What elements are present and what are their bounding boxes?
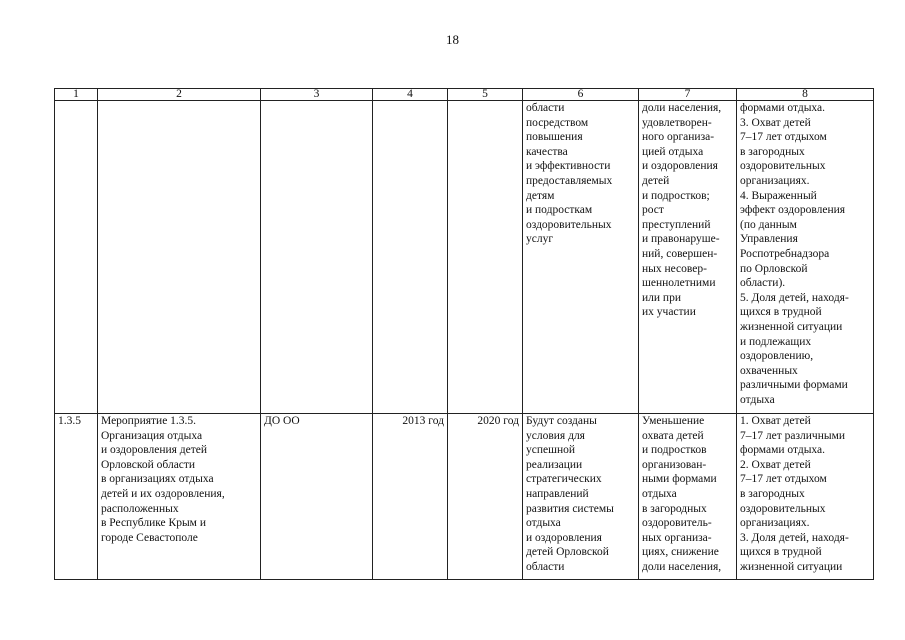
cell-executor: ДО ОО: [261, 414, 373, 580]
header-col-6: 6: [523, 89, 639, 101]
cell-start-year: [373, 101, 448, 414]
cell-end-year: [448, 101, 523, 414]
cell-expected-result: области посредством повышения качества и эффективности предоставляемых детям и подросткам оздоровительных услуг: [523, 101, 639, 414]
table-row: [55, 414, 874, 580]
cell-executor: [261, 101, 373, 414]
header-row: [55, 89, 874, 101]
header-col-3: 3: [261, 89, 373, 101]
cell-end-year: 2020 год: [448, 414, 523, 580]
cell-activity: Мероприятие 1.3.5. Организация отдыха и оздоровления детей Орловской области в организациях отдыха детей и их оздоровления, расположенных в Республике Крым и городе Севастополе: [98, 414, 261, 580]
cell-number: 1.3.5: [55, 414, 98, 580]
cell-consequences: Уменьшение охвата детей и подростков организован- ными формами отдыха в загородных оздоровитель- ных организа- циях, снижение доли населения,: [639, 414, 737, 580]
header-col-7: 7: [639, 89, 737, 101]
cell-number: [55, 101, 98, 414]
cell-indicators: формами отдыха. 3. Охват детей 7–17 лет отдыхом в загородных оздоровительных организациях. 4. Выраженный эффект оздоровления (по данным Управления Роспотребнадзора по Орловской области). 5. Доля детей, находя- щихся в трудной жизненной ситуации и подлежащих оздоровлению, охваченных различными формами отдыха: [737, 101, 874, 414]
cell-expected-result: Будут созданы условия для успешной реализации стратегических направлений развития системы отдыха и оздоровления детей Орловской области: [523, 414, 639, 580]
header-col-4: 4: [373, 89, 448, 101]
page-number: 18: [446, 32, 459, 47]
cell-start-year: 2013 год: [373, 414, 448, 580]
cell-indicators: 1. Охват детей 7–17 лет различными формами отдыха. 2. Охват детей 7–17 лет отдыхом в загородных оздоровительных организациях. 3. Доля детей, находя- щихся в трудной жизненной ситуации: [737, 414, 874, 580]
table-row: [55, 101, 874, 414]
program-table: [54, 88, 874, 580]
cell-consequences: доли населения, удовлетворен- ного организа- цией отдыха и оздоровления детей и подростков; рост преступлений и правонаруше- ний, совершен- ных несовер- шеннолетними или при их участии: [639, 101, 737, 414]
header-col-2: 2: [98, 89, 261, 101]
cell-activity: [98, 101, 261, 414]
header-col-8: 8: [737, 89, 874, 101]
header-col-5: 5: [448, 89, 523, 101]
header-col-1: 1: [55, 89, 98, 101]
